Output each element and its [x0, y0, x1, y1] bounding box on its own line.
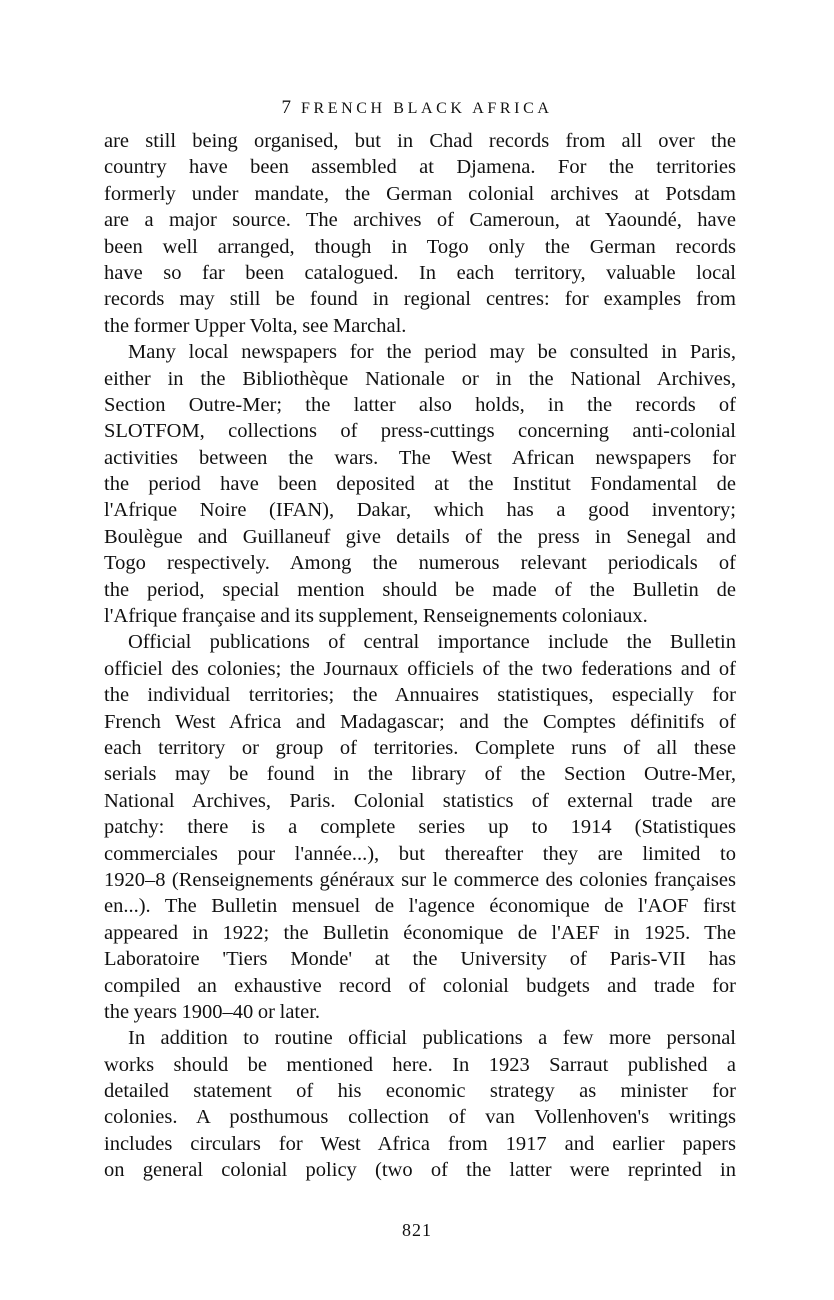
text-line: compiled an exhaustive record of colonial budgets and trade for [104, 974, 736, 997]
text-line: either in the Bibliothèque Nationale or in the National Archives, [104, 367, 736, 390]
text-line: records may still be found in regional centres: for examples from [104, 288, 736, 311]
text-line: patchy: there is a complete series up to 1914 (Statistiques [104, 816, 736, 839]
text-line: Boulègue and Guillaneuf give details of the press in Senegal and [104, 525, 736, 548]
text-line: the individual territories; the Annuaires statistiques, especially for [104, 684, 736, 707]
text-line: National Archives, Paris. Colonial statistics of external trade are [104, 789, 736, 812]
text-line: appeared in 1922; the Bulletin économique de l'AEF in 1925. The [104, 921, 736, 944]
text-line: detailed statement of his economic strategy as minister for [104, 1080, 736, 1103]
text-line: Official publications of central importance include the Bulletin [128, 631, 736, 654]
text-line: In addition to routine official publications a few more personal [128, 1027, 736, 1050]
text-line: are a major source. The archives of Cameroun, at Yaoundé, have [104, 209, 736, 232]
text-line: colonies. A posthumous collection of van Vollenhoven's writings [104, 1106, 736, 1129]
page-number: 821 [402, 1220, 432, 1240]
text-line: Many local newspapers for the period may be consulted in Paris, [128, 341, 736, 364]
running-title: FRENCH BLACK AFRICA [300, 100, 553, 117]
text-line: each territory or group of territories. Complete runs of all these [104, 736, 736, 759]
body-text [104, 128, 736, 1184]
text-line: works should be mentioned here. In 1923 Sarraut published a [104, 1053, 736, 1076]
text-line: the former Upper Volta, see Marchal. [104, 314, 407, 337]
text-line: en...). The Bulletin mensuel de l'agence économique de l'AOF first [104, 895, 736, 918]
text-line: commerciales pour l'année...), but thereafter they are limited to [104, 842, 736, 865]
text-line: country have been assembled at Djamena. For the territories [104, 156, 736, 179]
text-line: have so far been catalogued. In each territory, valuable local [104, 261, 736, 284]
text-line: Section Outre-Mer; the latter also holds, in the records of [104, 393, 736, 416]
text-line: l'Afrique Noire (IFAN), Dakar, which has a good inventory; [104, 499, 736, 522]
text-line: SLOTFOM, collections of press-cuttings concerning anti-colonial [104, 420, 736, 443]
text-line: formerly under mandate, the German colonial archives at Potsdam [104, 182, 736, 205]
text-line: includes circulars for West Africa from 1917 and earlier papers [104, 1132, 736, 1155]
text-line: the period have been deposited at the Institut Fondamental de [104, 473, 736, 496]
text-line: 1920–8 (Renseignements généraux sur le commerce des colonies françaises [104, 868, 736, 891]
chapter-number: 7 [281, 97, 291, 118]
text-line: activities between the wars. The West African newspapers for [104, 446, 736, 469]
text-line: the period, special mention should be made of the Bulletin de [104, 578, 736, 601]
text-line: Laboratoire 'Tiers Monde' at the University of Paris-VII has [104, 948, 736, 971]
text-line: on general colonial policy (two of the latter were reprinted in [104, 1159, 736, 1182]
running-head [0, 97, 834, 119]
text-line: l'Afrique française and its supplement, Renseignements coloniaux. [104, 605, 648, 628]
text-line: the years 1900–40 or later. [104, 1000, 321, 1023]
text-line: French West Africa and Madagascar; and the Comptes définitifs of [104, 710, 736, 733]
text-line: officiel des colonies; the Journaux officiels of the two federations and of [104, 657, 736, 680]
text-line: Togo respectively. Among the numerous relevant periodicals of [104, 552, 736, 575]
text-line: are still being organised, but in Chad records from all over the [104, 130, 736, 152]
text-line: serials may be found in the library of the Section Outre-Mer, [104, 763, 736, 786]
text-line: been well arranged, though in Togo only the German records [104, 235, 736, 258]
